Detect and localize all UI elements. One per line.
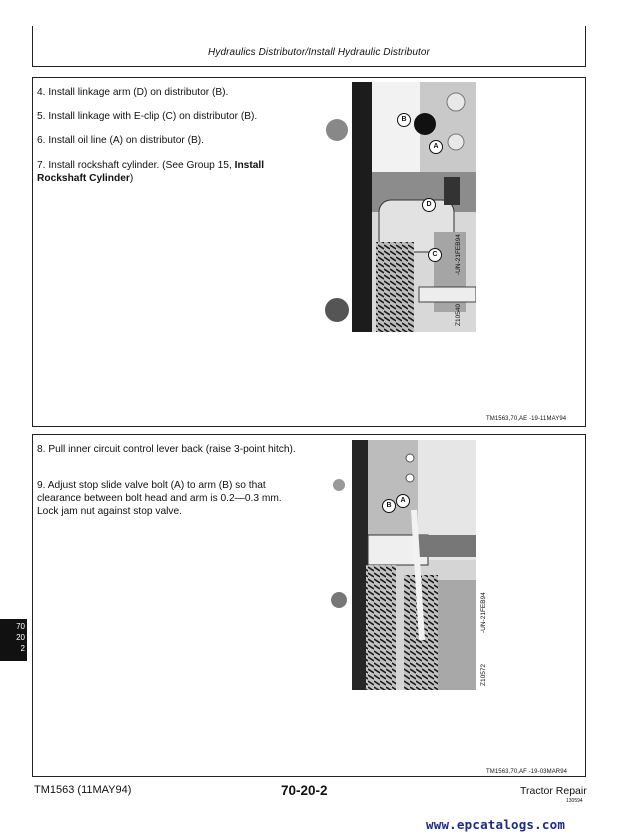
tab-line-2: 20	[16, 633, 25, 642]
tab-line-1: 70	[16, 622, 25, 631]
step-5: 5. Install linkage with E-clip (C) on distributor (B).	[37, 111, 258, 122]
photo1-side-text-1: -UN-21FEB94	[455, 234, 462, 275]
watermark-link[interactable]: www.epcatalogs.com	[426, 817, 566, 832]
section1-reference-code: TM1563,70,AE -19-11MAY94	[486, 416, 567, 422]
footer-manual-title: Tractor Repair	[520, 785, 587, 797]
step-9: 9. Adjust stop slide valve bolt (A) to arm (B) so that clearance between bolt head and arm is 0.2—0.3 mm. Lock jam nut against stop valve.	[37, 480, 282, 517]
callout-a-bottom: A	[396, 494, 410, 508]
step-8: 8. Pull inner circuit control lever back (raise 3-point hitch).	[37, 444, 296, 455]
section1-bottom-rule	[32, 426, 586, 427]
section2-top-rule	[32, 434, 586, 435]
callout-d: D	[422, 198, 436, 212]
section-thumb-tab	[0, 619, 27, 661]
footer-manual-code: TM1563 (11MAY94)	[34, 784, 132, 796]
section2-reference-code: TM1563,70,AF -19-03MAR94	[486, 769, 568, 775]
step-4: 4. Install linkage arm (D) on distributor (B).	[37, 87, 229, 98]
step-6: 6. Install oil line (A) on distributor (B).	[37, 135, 205, 146]
callout-c: C	[428, 248, 442, 262]
step-7-reference: Install Rockshaft Cylinder	[37, 160, 265, 184]
distributor-linkage-photo	[324, 82, 476, 332]
callout-b-top: B	[397, 113, 411, 127]
callout-b-bottom: B	[382, 499, 396, 513]
step-7-text: 7. Install rockshaft cylinder. (See Group 15,	[37, 160, 235, 171]
step-7-closing: )	[129, 173, 134, 184]
header-rule	[32, 66, 586, 67]
top-right-vertical-rule	[585, 26, 586, 66]
photo2-side-text-1: -UN-21FEB94	[480, 592, 487, 633]
tab-line-3: 2	[20, 644, 25, 653]
footer-page-number: 70-20-2	[281, 783, 328, 798]
section1-left-rule	[32, 77, 33, 427]
section1-right-rule	[585, 77, 586, 427]
stop-valve-photo	[326, 440, 476, 690]
section1-top-rule	[32, 77, 586, 78]
step-7	[37, 159, 299, 185]
footer-print-code: 130594	[566, 798, 583, 804]
section2-right-rule	[585, 434, 586, 777]
section2-bottom-rule	[32, 776, 586, 777]
top-left-vertical-rule	[32, 26, 33, 66]
stop-valve-illustration	[326, 440, 476, 690]
callout-a-top: A	[429, 140, 443, 154]
photo2-side-text-2: Z10572	[480, 663, 487, 686]
page-section-title: Hydraulics Distributor/Install Hydraulic Distributor	[208, 47, 430, 58]
section2-left-rule	[32, 434, 33, 777]
photo1-side-text-2: Z10540	[455, 303, 462, 326]
